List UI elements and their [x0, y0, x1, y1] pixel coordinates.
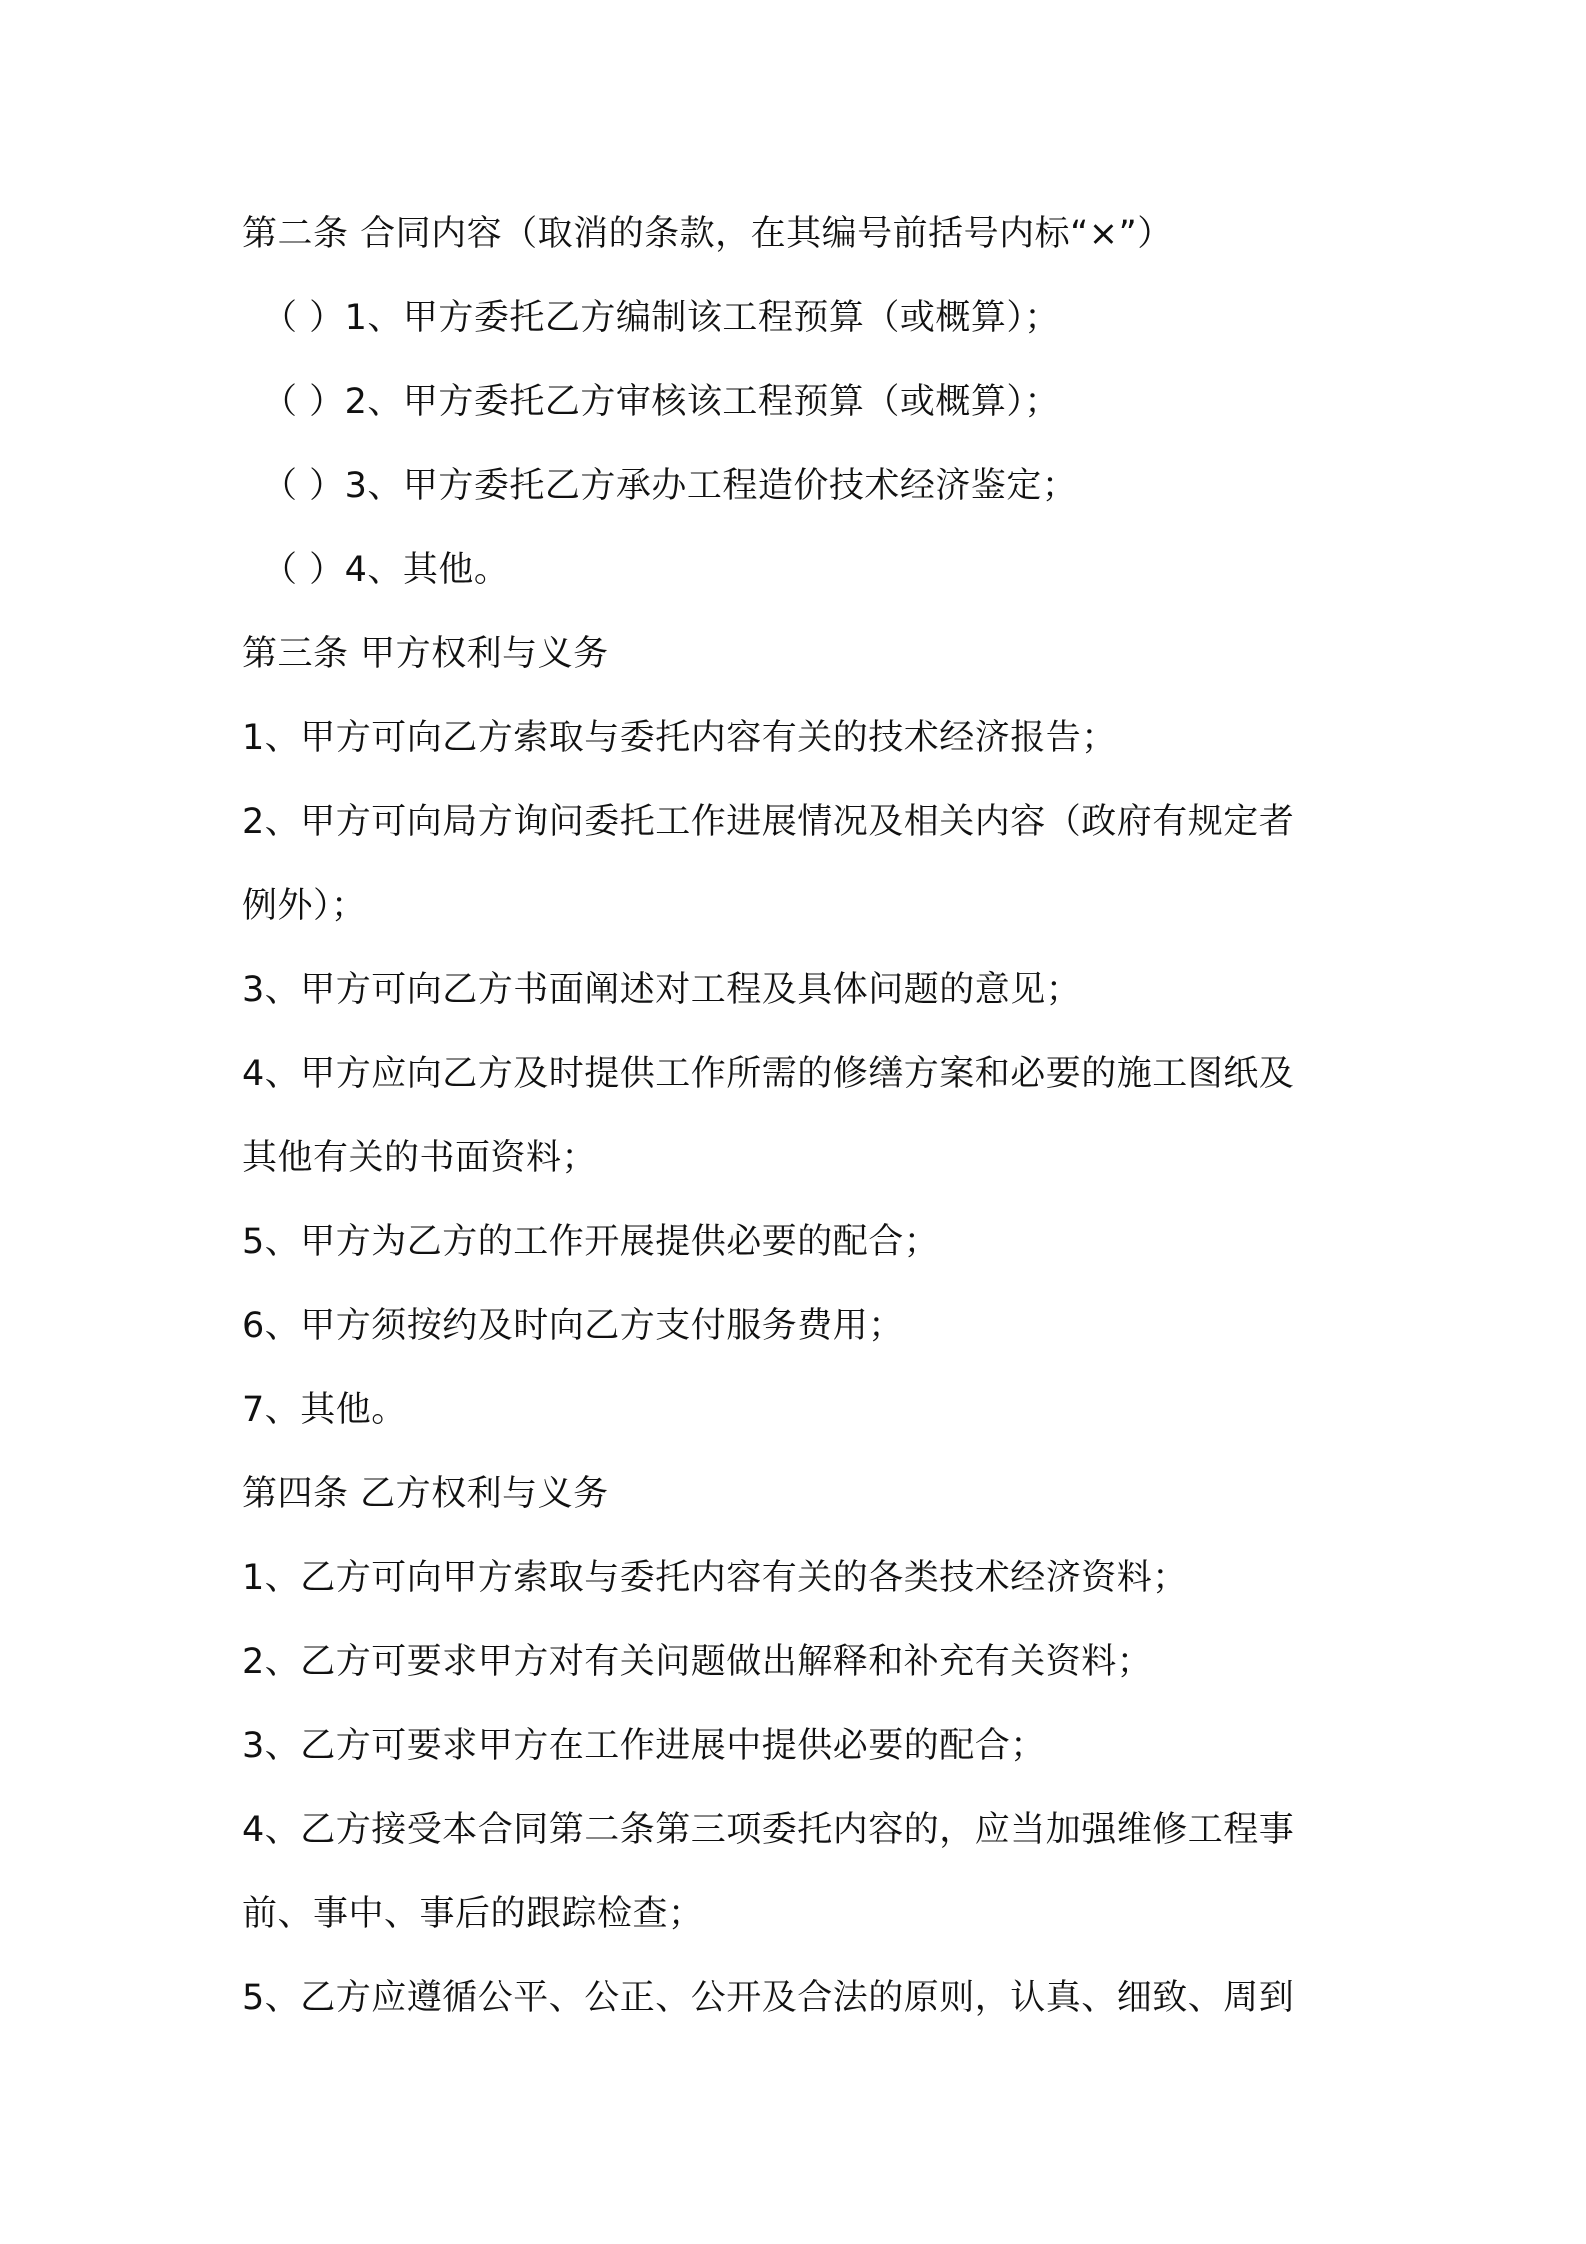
article-4-heading: 第四条 乙方权利与义务 — [242, 1474, 609, 1514]
article-3-item-2: 2、甲方可向局方询问委托工作进展情况及相关内容（政府有规定者 — [242, 802, 1295, 842]
article-4-item-4: 4、乙方接受本合同第二条第三项委托内容的，应当加强维修工程事 — [242, 1810, 1295, 1850]
article-4-item-1: 1、乙方可向甲方索取与委托内容有关的各类技术经济资料； — [242, 1558, 1188, 1598]
article-3-item-5: 5、甲方为乙方的工作开展提供必要的配合； — [242, 1222, 940, 1262]
article-2-item-2: （ ）2、甲方委托乙方审核该工程预算（或概算）； — [262, 382, 1060, 422]
article-2-item-3: （ ）3、甲方委托乙方承办工程造价技术经济鉴定； — [262, 466, 1078, 506]
article-3-item-1: 1、甲方可向乙方索取与委托内容有关的技术经济报告； — [242, 718, 1117, 758]
article-3-item-6: 6、甲方须按约及时向乙方支付服务费用； — [242, 1306, 904, 1346]
article-3-item-4-cont: 其他有关的书面资料； — [242, 1138, 598, 1178]
article-2-item-1: （ ）1、甲方委托乙方编制该工程预算（或概算）； — [262, 298, 1060, 338]
article-2-item-4: （ ）4、其他。 — [262, 550, 510, 590]
document-body — [242, 192, 1362, 2040]
article-2-heading: 第二条 合同内容（取消的条款，在其编号前括号内标“×”） — [242, 214, 1173, 254]
article-3-item-2-cont: 例外）； — [242, 886, 367, 926]
article-4-item-3: 3、乙方可要求甲方在工作进展中提供必要的配合； — [242, 1726, 1046, 1766]
article-3-item-3: 3、甲方可向乙方书面阐述对工程及具体问题的意见； — [242, 970, 1082, 1010]
article-4-item-2: 2、乙方可要求甲方对有关问题做出解释和补充有关资料； — [242, 1642, 1153, 1682]
article-3-item-4: 4、甲方应向乙方及时提供工作所需的修缮方案和必要的施工图纸及 — [242, 1054, 1295, 1094]
article-4-item-5: 5、乙方应遵循公平、公正、公开及合法的原则，认真、细致、周到 — [242, 1978, 1295, 2018]
article-3-item-7: 7、其他。 — [242, 1390, 407, 1430]
article-3-heading: 第三条 甲方权利与义务 — [242, 634, 609, 674]
article-4-item-4-cont: 前、事中、事后的跟踪检查； — [242, 1894, 704, 1934]
